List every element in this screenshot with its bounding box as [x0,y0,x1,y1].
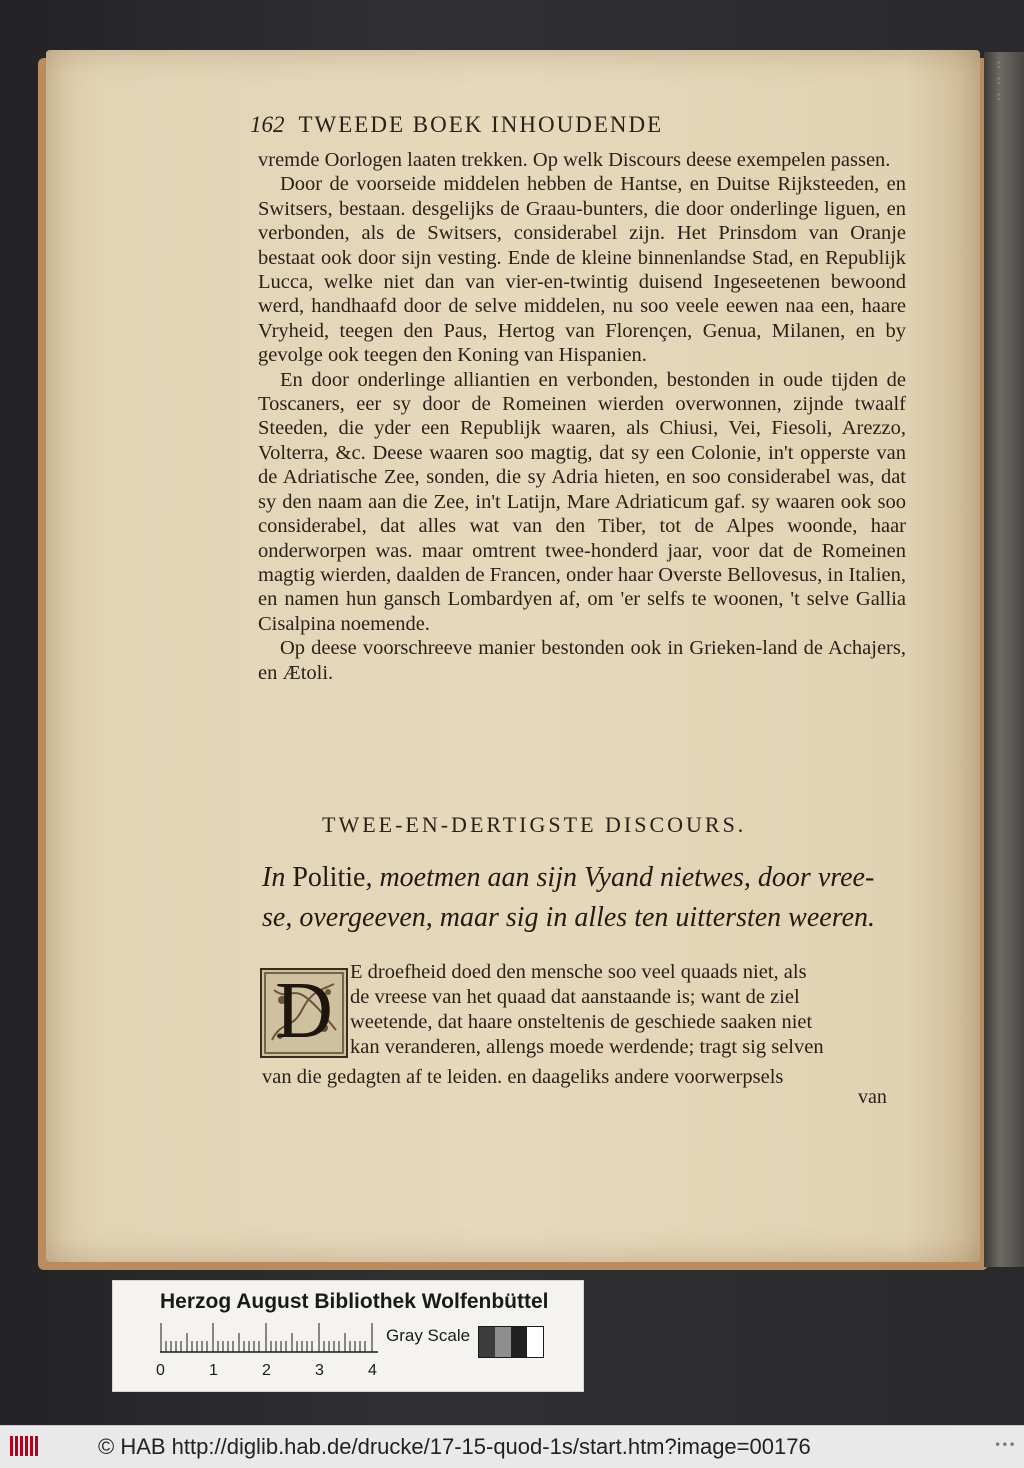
paragraph: vremde Oorlogen laaten trekken. Op welk Discours deese exempelen passen. [258,149,891,171]
drop-cap-text [350,960,906,1060]
text-line: kan veranderen, allengs moede werdende; tragt sig selven [350,1036,824,1058]
paragraph: Door de voorseide middelen hebben de Hantse, en Duitse Rijksteeden, en Switsers, bestaan. desgelijks de Graau-bunters, die door onderlinge liguen, en verbonden, als de Switsers, considerabel zijn. Het Prinsdom van Oranje bestaat ook door sijn vesting. Ende de kleine binnenlandse Stad, en Republijk Lucca, welke niet dan van vier-en-twintig duisend Ingeseetenen bewoond werd, handhaafd door de selve middelen, nu soo veele eewen naa een, haare Vryheid, teegen den Paus, Hertog van Florençen, Genua, Milanen, en by gevolge ook teegen den Koning van Hispanien. [258,173,906,367]
initial-letter: D [275,967,333,1055]
margin-dots: : : : [995,57,1003,103]
running-head [250,112,906,148]
footer-url-link[interactable]: © HAB http://diglib.hab.de/drucke/17-15-quod-1s/start.htm?image=00176 [98,1434,811,1459]
gray-swatch [527,1327,543,1357]
chapter-heading: TWEE-EN-DERTIGSTE DISCOURS. [322,812,747,837]
more-options-icon[interactable]: ••• [994,1438,1016,1452]
gray-scale-label: Gray Scale [386,1326,471,1345]
library-label-title: Herzog August Bibliothek Wolfenbüttel [160,1290,549,1313]
text-line: weetende, dat haare onsteltenis de geschiede saaken niet [350,1011,813,1033]
subtitle-lead: In [262,862,293,893]
subtitle-upright-word: Politie [292,862,366,893]
running-title: TWEEDE BOEK INHOUDENDE [298,112,664,137]
gray-swatch [511,1327,527,1357]
paragraph: Op deese voorschreeve manier bestonden ook in Grieken-land de Achajers, en Ætoli. [258,637,906,684]
catchword: van [858,1086,887,1108]
text-line: E droefheid doed den mensche soo veel quaads niet, als [350,961,807,983]
ruler-number: 1 [209,1362,218,1379]
paragraph: En door onderlinge alliantien en verbonden, bestonden in oude tijden de Toscaners, eer sy door de Romeinen wierden overwonnen, zijnde twaalf Steeden, die yder een Republijk waaren, als Chiusi, Vei, Fiesoli, Arezzo, Volterra, &c. Deese waaren soo magtig, dat sy een Colonie, in't opperste van de Adriatische Zee, sonden, die sy Adria hieten, en soo considerabel was, dat sy den naam aan die Zee, in't Latijn, Mare Adriaticum gaf. sy waaren ook soo considerabel, dat alles wat van den Tiber, tot de Alpes woonde, haar onderworpen was. maar omtrent twee-honderd jaar, voor dat de Romeinen magtig wierden, daalden de Francen, onder haar Overste Bellovesus, in Italien, en namen hun gansch Lombardyen af, om 'er selfs te woonen, 't selve Gallia Cisalpina noemende. [258,368,906,635]
page-number: 162 [250,112,285,137]
subtitle-rest: , moetmen aan sijn Vyand nietwes, door vree- [365,862,875,893]
subtitle-line-1 [262,858,902,898]
gray-swatch [479,1327,495,1357]
page-text-block [250,112,906,685]
body-text [258,148,906,685]
gray-swatch [495,1327,511,1357]
ornamental-initial [260,968,348,1058]
text-line: de vreese van het quaad dat aanstaande is; want de ziel [350,986,800,1008]
text-line: van die gedagten af te leiden. en daageliks andere voorwerpsels [262,1066,784,1088]
chapter-subtitle [262,858,902,938]
ruler-number: 3 [315,1362,324,1379]
adjacent-page-strip [984,52,1024,1267]
subtitle-line-2: se, overgeeven, maar sig in alles ten uittersten weeren. [262,902,875,933]
hab-logo-icon[interactable] [10,1434,42,1458]
gray-scale-swatches [478,1326,544,1358]
scale-ruler-icon [160,1323,378,1353]
ruler-number: 2 [262,1362,271,1379]
ruler-number: 4 [368,1362,377,1379]
ruler-number: 0 [156,1362,165,1379]
